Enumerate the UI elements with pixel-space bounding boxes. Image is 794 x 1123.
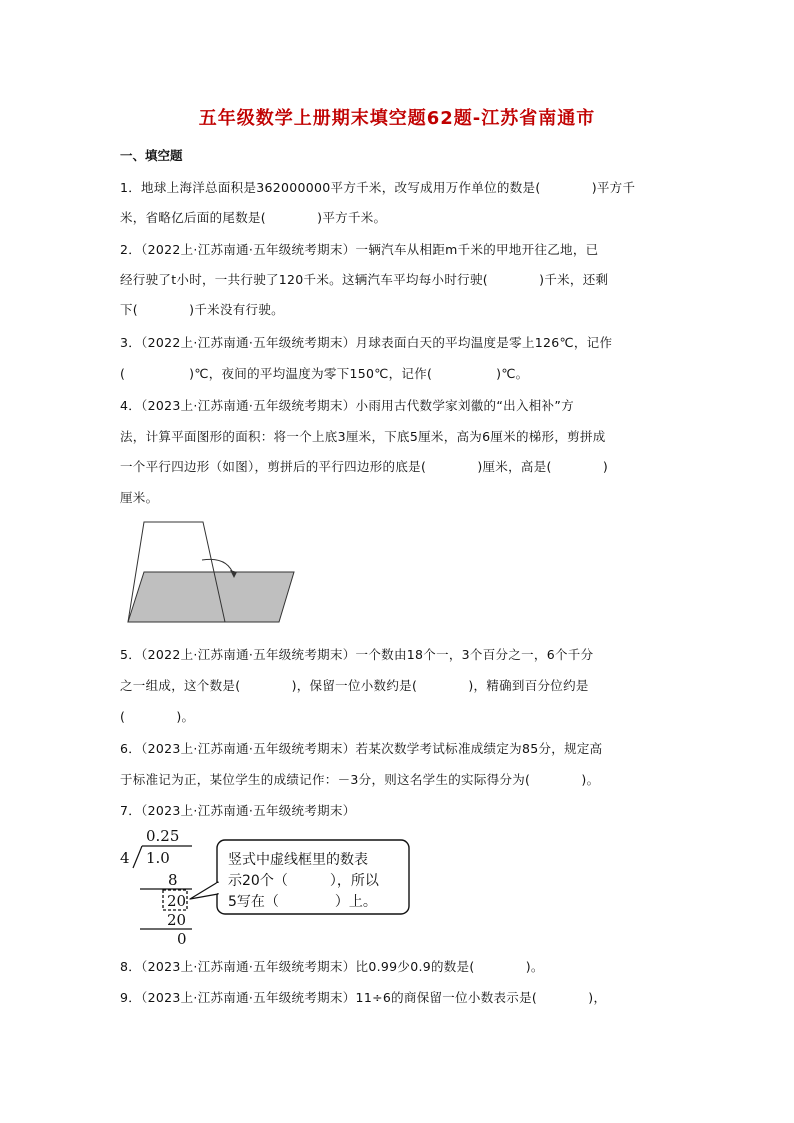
parallelogram-shape	[128, 572, 294, 622]
quotient: 0.25	[146, 827, 180, 845]
q2-line-3: 下( )千米没有行驶。	[120, 302, 284, 317]
q5-line-1: 5．（2022上·江苏南通·五年级统考期末）一个数由18个一，3个百分之一，6个千分	[120, 647, 594, 662]
q4-line-3: 一个平行四边形（如图），剪拼后的平行四边形的底是( )厘米，高是( )	[120, 459, 609, 474]
long-division-figure	[116, 826, 416, 948]
q2-line-1: 2．（2022上·江苏南通·五年级统考期末）一辆汽车从相距m千米的甲地开往乙地，已	[120, 242, 599, 257]
q9-line-1: 9．（2023上·江苏南通·五年级统考期末）11÷6的商保留一位小数表示是( )，	[120, 990, 607, 1005]
q4-line-2: 法，计算平面图形的面积：将一个上底3厘米，下底5厘米，高为6厘米的梯形，剪拼成	[120, 429, 606, 444]
q6-line-2: 于标准记为正，某位学生的成绩记作：－3分，则这名学生的实际得分为( )。	[120, 772, 600, 787]
q7-line-1: 7．（2023上·江苏南通·五年级统考期末）	[120, 803, 356, 818]
divisor: 4	[120, 849, 130, 867]
q5-line-3: ( )。	[120, 709, 195, 724]
callout-line-1: 竖式中虚线框里的数表	[228, 852, 368, 868]
q4-line-4: 厘米。	[120, 490, 159, 505]
q6-line-1: 6．（2023上·江苏南通·五年级统考期末）若某次数学考试标准成绩定为85分，规定高	[120, 741, 603, 756]
subtract-1: 8	[168, 871, 178, 889]
division-bracket	[133, 846, 142, 868]
trapezoid-figure	[124, 518, 296, 624]
subtract-2: 20	[167, 911, 187, 929]
q4-line-1: 4．（2023上·江苏南通·五年级统考期末）小雨用古代数学家刘徽的“出入相补”方	[120, 398, 574, 413]
q2-line-2: 经行驶了t小时，一共行驶了120千米。这辆汽车平均每小时行驶( )千米，还剩	[120, 272, 609, 287]
q3-line-2: ( )℃，夜间的平均温度为零下150℃，记作( )℃。	[120, 366, 529, 381]
remainder-2: 0	[177, 930, 187, 948]
q5-line-2: 之一组成，这个数是( )，保留一位小数约是( )，精确到百分位约是	[120, 678, 589, 693]
q1-line-2: 米，省略亿后面的尾数是( )平方千米。	[120, 210, 387, 225]
q1-line-1: 1．地球上海洋总面积是362000000平方千米，改写成用万作单位的数是( )平方千	[120, 180, 636, 195]
remainder-1: 20	[167, 892, 187, 910]
section-heading: 一、填空题	[120, 148, 183, 163]
q3-line-1: 3．（2022上·江苏南通·五年级统考期末）月球表面白天的平均温度是零上126℃，记作	[120, 335, 613, 350]
page-title: 五年级数学上册期末填空题62题-江苏省南通市	[198, 108, 596, 129]
dividend: 1.0	[146, 849, 170, 867]
callout-line-3: 5写在（ ）上。	[228, 894, 377, 910]
callout-line-2: 示20个（ ），所以	[228, 873, 379, 889]
q8-line-1: 8．（2023上·江苏南通·五年级统考期末）比0.99少0.9的数是( )。	[120, 959, 544, 974]
